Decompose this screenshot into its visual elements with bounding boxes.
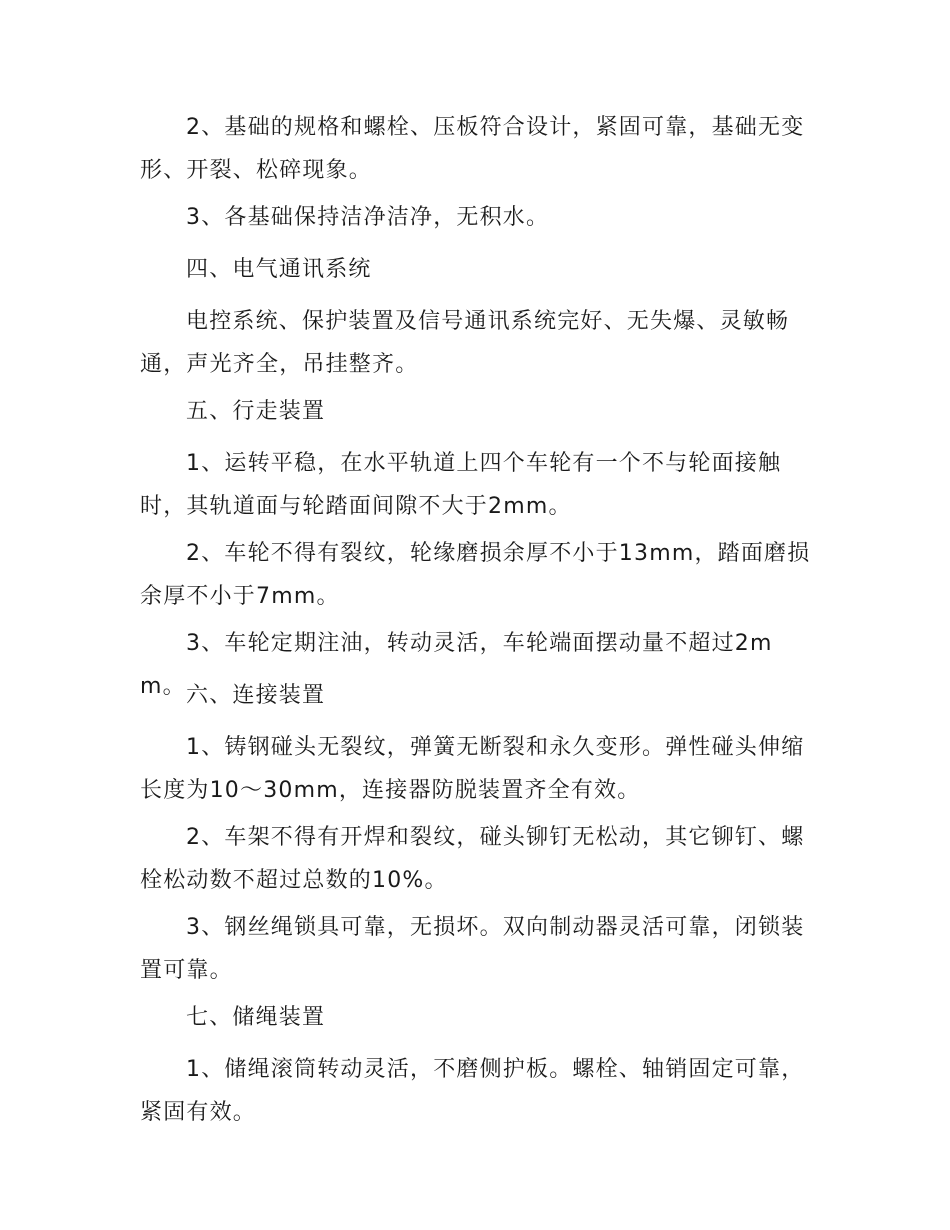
paragraph-connection-1: 1、铸钢碰头无裂纹，弹簧无断裂和永久变形。弹性碰头伸缩长度为10～30mm，连接器防脱装置齐全有效。 xyxy=(140,735,805,803)
paragraph-walking-3: 3、车轮定期注油，转动灵活，车轮端面摆动量不超过2mm。 xyxy=(140,631,773,699)
paragraph-foundation-spec: 2、基础的规格和螺栓、压板符合设计，紧固可靠，基础无变形、开裂、松碎现象。 xyxy=(140,115,805,183)
section-heading-rope-storage: 七、储绳装置 xyxy=(186,1005,326,1030)
paragraph-walking-1: 1、运转平稳，在水平轨道上四个车轮有一个不与轮面接触时，其轨道面与轮踏面间隙不大于2mm。 xyxy=(140,451,782,519)
section-heading-walking: 五、行走装置 xyxy=(186,399,326,424)
paragraph-foundation-clean: 3、各基础保持洁净洁净，无积水。 xyxy=(186,205,550,230)
paragraph-connection-2: 2、车架不得有开焊和裂纹，碰头铆钉无松动，其它铆钉、螺栓松动数不超过总数的10%。 xyxy=(140,825,805,893)
section-heading-electrical: 四、电气通讯系统 xyxy=(186,257,372,282)
section-heading-connection: 六、连接装置 xyxy=(186,683,326,708)
paragraph-electrical: 电控系统、保护装置及信号通讯系统完好、无失爆、灵敏畅通，声光齐全，吊挂整齐。 xyxy=(140,309,790,377)
paragraph-rope-storage-1: 1、储绳滚筒转动灵活，不磨侧护板。螺栓、轴销固定可靠，紧固有效。 xyxy=(140,1057,805,1125)
paragraph-walking-2: 2、车轮不得有裂纹，轮缘磨损余厚不小于13mm，踏面磨损余厚不小于7mm。 xyxy=(140,541,811,609)
paragraph-connection-3: 3、钢丝绳锁具可靠，无损坏。双向制动器灵活可靠，闭锁装置可靠。 xyxy=(140,915,805,983)
